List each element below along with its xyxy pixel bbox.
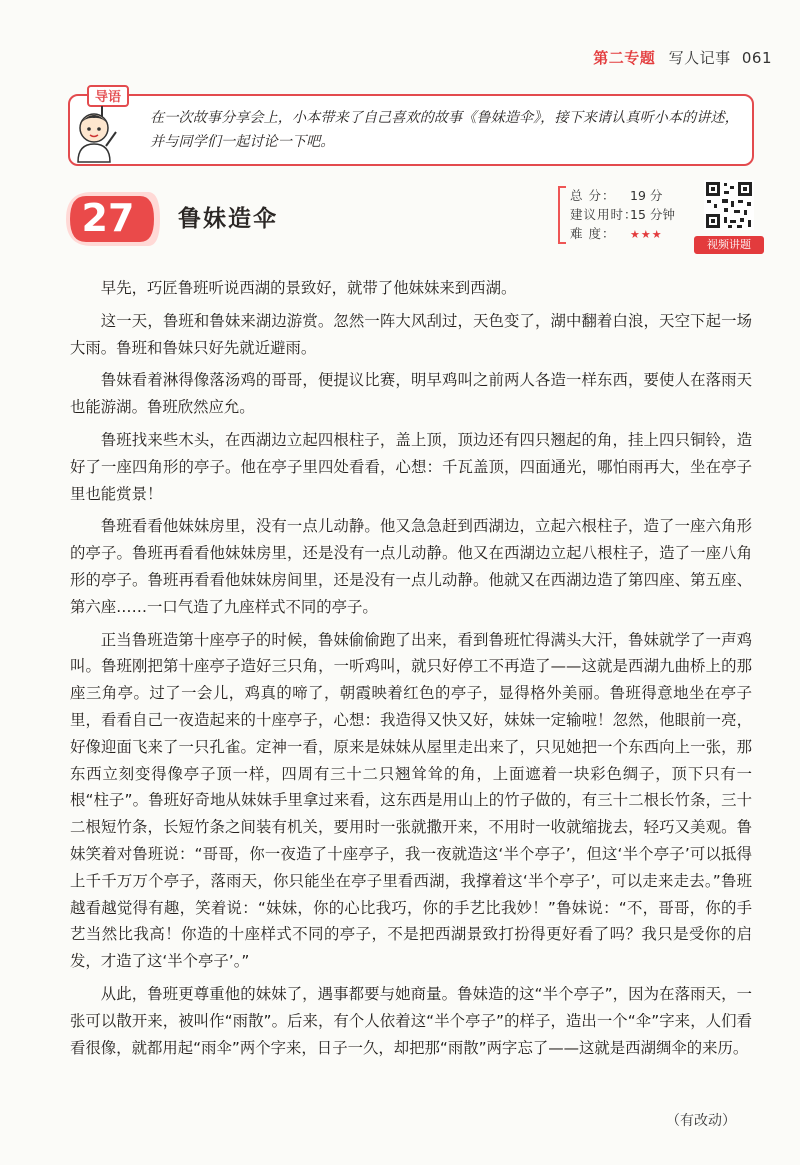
intro-tag: 导语 (94, 90, 122, 105)
intro-box (68, 94, 754, 166)
score-label: 总 分： (570, 188, 616, 203)
difficulty-label: 难 度： (570, 226, 616, 241)
source-note: （有改动） (666, 1113, 736, 1129)
score-value: 19 分 (630, 188, 663, 203)
qr-code-icon[interactable] (704, 180, 754, 230)
mascot-reader-icon (58, 84, 150, 168)
section-title: 第二专题 (593, 49, 656, 67)
page-number: 061 (741, 49, 772, 67)
story-body (70, 275, 752, 1067)
story-paragraph: 这一天，鲁班和鲁妹来湖边游赏。忽然一阵大风刮过，天色变了，湖中翻着白浪，天空下起一场大雨。鲁班和鲁妹只好先就近避雨。 (70, 311, 752, 357)
story-paragraph: 鲁班看看他妹妹房里，没有一点儿动静。他又急急赶到西湖边，立起六根柱子，造了一座六角形的亭子。鲁班再看看他妹妹房里，还是没有一点儿动静。他又在西湖边立起八根柱子，造了一座八角形的亭子。鲁班再看看他妹妹房间里，还是没有一点儿动静。他就又在西湖边造了第四座、第五座、第六座……一口气造了九座样式不同的亭子。 (70, 517, 752, 616)
score-info (558, 186, 696, 242)
page-header (593, 47, 772, 68)
score-row (570, 186, 662, 204)
story-paragraph: 正当鲁班造第十座亭子的时候，鲁妹偷偷跑了出来，看到鲁班忙得满头大汗，鲁妹就学了一声鸡叫。鲁班刚把第十座亭子造好三只角，一听鸡叫，就只好停工不再造了——这就是西湖九曲桥上的那座三角亭。过了一会儿，鸡真的啼了，朝霞映着红色的亭子，显得格外美丽。鲁班得意地坐在亭子里，看看自己一夜造起来的十座亭子，心想：我造得又快又好，妹妹一定输啦！忽然，他眼前一亮，好像迎面飞来了一只孔雀。定神一看，原来是妹妹从屋里走出来了，只见她把一个东西向上一张，那东西立刻变得像亭子顶一样，四周有三十二只翘耸耸的角，上面遮着一块彩色绸子，顶下只有一根“柱子”。鲁班好奇地从妹妹手里拿过来看，这东西是用山上的竹子做的，有三十二根长竹条，三十二根短竹条，长短竹条之间装有机关，要用时一张就撒开来，不用时一收就缩拢去，轻巧又美观。鲁妹笑着对鲁班说：“哥哥，你一夜造了十座亭子，我一夜就造这‘半个亭子’，但这‘半个亭子’可以抵得上千千万万个亭子，落雨天，你只能坐在亭子里看西湖，我撑着这‘半个亭子’，可以走来走去。”鲁班越看越觉得有趣，笑着说：“妹妹，你的心比我巧，你的手艺比我妙！”鲁妹说：“不，哥哥，你的手艺当然比我高！你造的十座样式不同的亭子，不是把西湖景致打扮得更好看了吗？我只是受你的启发，才造了这‘半个亭子’。” (70, 630, 752, 971)
story-paragraph: 从此，鲁班更尊重他的妹妹了，遇事都要与她商量。鲁妹造的这“半个亭子”，因为在落雨天，一张可以散开来，被叫作“雨散”。后来，有个人依着这“半个亭子”的样子，造出一个“伞”字来，人们看看很像，就都用起“雨伞”两个字来，日子一久，却把那“雨散”两字忘了——这就是西湖绸伞的来历。 (70, 984, 752, 1057)
time-value: 15 分钟 (630, 207, 675, 222)
story-paragraph: 早先，巧匠鲁班听说西湖的景致好，就带了他妹妹来到西湖。 (100, 279, 517, 297)
story-paragraph: 鲁妹看着淋得像落汤鸡的哥哥，便提议比赛，明早鸡叫之前两人各造一样东西，要使人在落雨天也能游湖。鲁班欣然应允。 (70, 371, 752, 417)
lesson-number: 27 (81, 196, 135, 240)
chapter-title: 写人记事 (668, 49, 731, 67)
story-title: 鲁妹造伞 (178, 206, 278, 232)
difficulty-stars: ★★★ (630, 228, 663, 241)
time-label: 建议用时： (570, 207, 638, 222)
time-row (570, 205, 675, 223)
difficulty-row (570, 224, 663, 242)
story-paragraph: 鲁班找来些木头，在西湖边立起四根柱子，盖上顶，顶边还有四只翘起的角，挂上四只铜铃，造好了一座四角形的亭子。他在亭子里四处看看，心想：千瓦盖顶，四面通光，哪怕雨再大，坐在亭子里也能赏景！ (70, 430, 752, 503)
intro-text: 在一次故事分享会上，小本带来了自己喜欢的故事《鲁妹造伞》，接下来请认真听小本的讲述，并与同学们一起讨论一下吧。 (150, 110, 739, 150)
video-explain-label[interactable]: 视频讲题 (694, 236, 764, 254)
